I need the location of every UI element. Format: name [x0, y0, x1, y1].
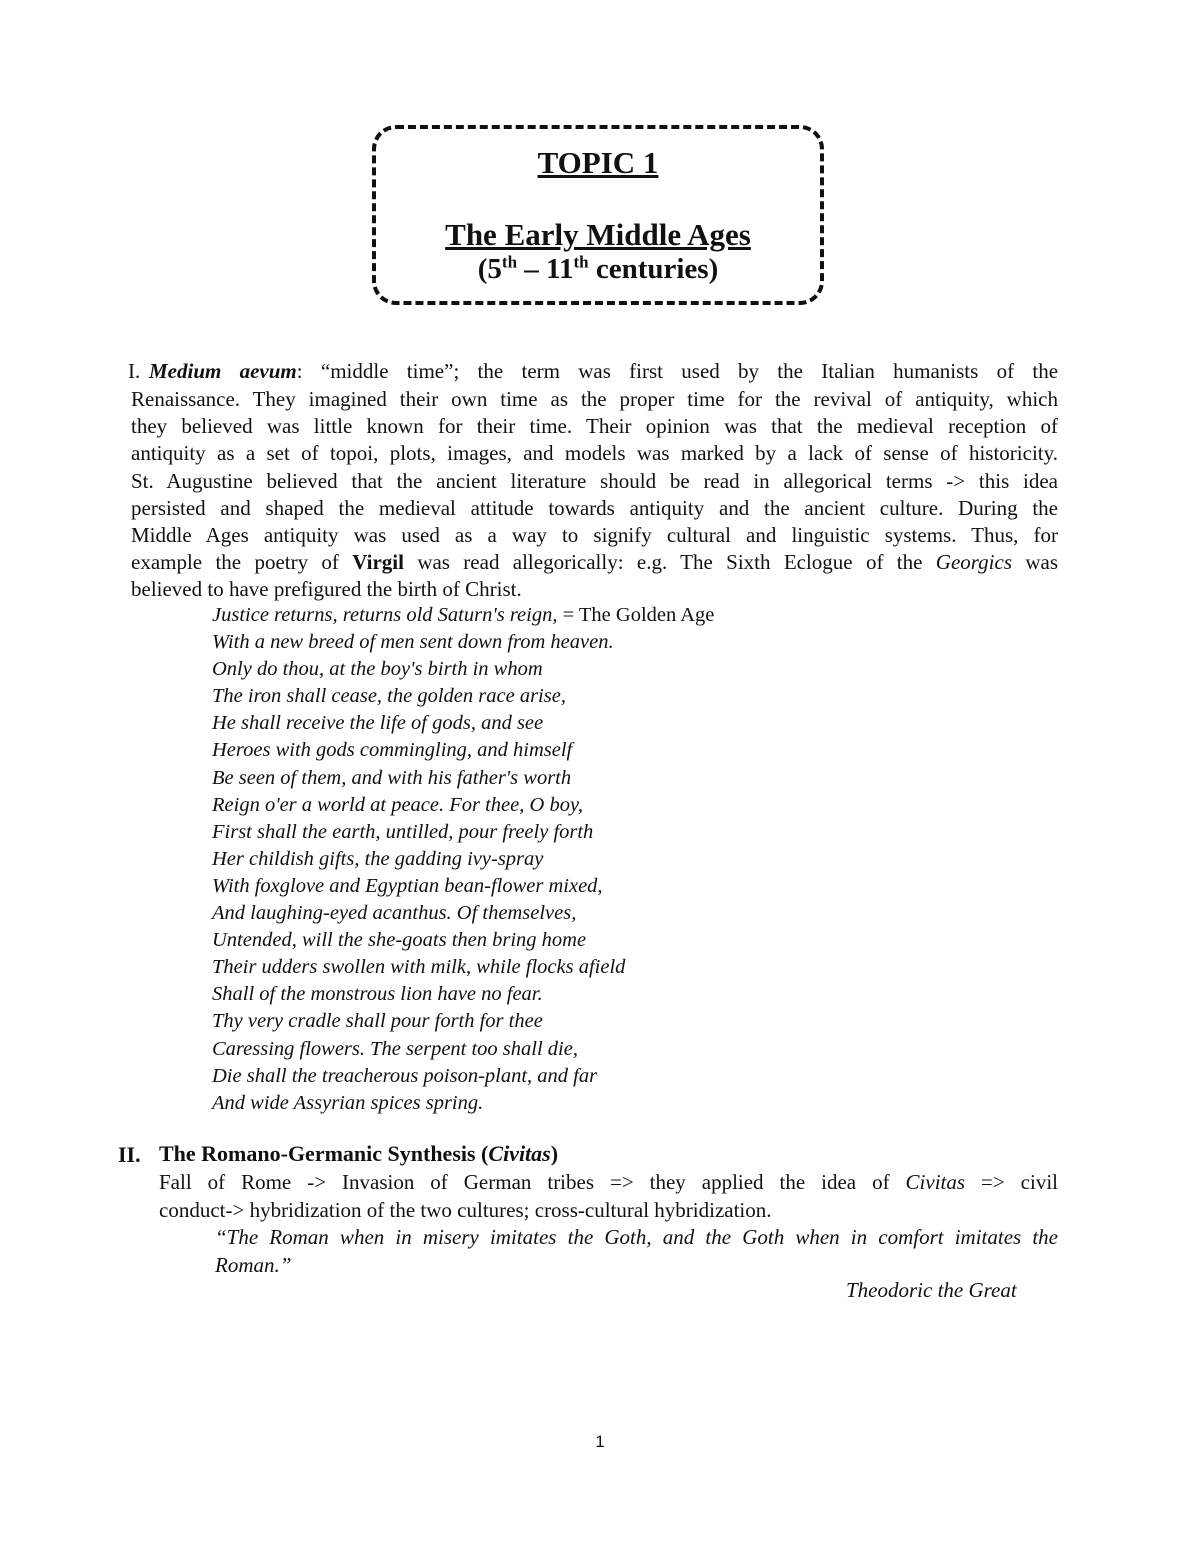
- section-2-heading-close: ): [550, 1141, 559, 1166]
- poem-line: Heroes with gods commingling, and himself: [212, 739, 573, 762]
- section-1-line-2: Renaissance. They imagined their own time as the proper time for the revival of antiquity, which: [131, 387, 1058, 411]
- poem-line: Reign o'er a world at peace. For thee, O boy,: [212, 793, 584, 816]
- poem-line: And laughing-eyed acanthus. Of themselves,: [212, 902, 577, 925]
- line-8-pre: example the poetry of: [131, 550, 353, 575]
- section-1-line-1: : “middle time”; the term was first used by the Italian humanists of the: [296, 359, 1059, 383]
- poem-line: With foxglove and Egyptian bean-flower mixed,: [212, 874, 603, 897]
- poem-line: And wide Assyrian spices spring.: [212, 1091, 484, 1114]
- section-1-number: I.: [128, 359, 141, 383]
- poem-line: Their udders swollen with milk, while flocks afield: [212, 956, 626, 979]
- golden-age-gloss: = The Golden Age: [557, 604, 715, 626]
- georgics-title: Georgics: [935, 550, 1012, 575]
- section-1-paragraph: [131, 386, 1058, 604]
- section-2-body: [159, 1168, 1058, 1224]
- title-box: [372, 125, 824, 305]
- section-1-first-line: [149, 358, 1058, 385]
- poem-line: First shall the earth, untilled, pour freely forth: [212, 820, 594, 843]
- section-1-line-7: Middle Ages antiquity was used as a way to signify cultural and linguistic systems. Thus, for: [131, 523, 1058, 548]
- term-medium-aevum: Medium aevum: [149, 359, 297, 383]
- quote-line-1: “The Roman when in misery imitates the Goth, and the Goth when in comfort imitates the: [215, 1225, 1058, 1249]
- poem-line: Shall of the monstrous lion have no fear.: [212, 983, 543, 1006]
- section-1-line-3: they believed was little known for their time. Their opinion was that the medieval reception of: [131, 414, 1058, 439]
- civitas-heading-term: Civitas: [488, 1141, 551, 1166]
- poem-line: He shall receive the life of gods, and see: [212, 712, 544, 735]
- page-number: 1: [595, 1432, 605, 1451]
- section-2-heading-text: The Romano-Germanic Synthesis (: [159, 1141, 489, 1166]
- section-2-number: II.: [118, 1142, 141, 1167]
- poem-line: Untended, will the she-goats then bring home: [212, 929, 587, 952]
- poem-line: With a new breed of men sent down from heaven.: [212, 631, 614, 654]
- virgil-name: Virgil: [352, 550, 404, 575]
- superscript-th-1: th: [501, 252, 518, 272]
- theodoric-quote: [215, 1223, 1058, 1279]
- line-8-mid: was read allegorically: e.g. The Sixth Eclogue of the: [403, 550, 936, 575]
- centuries-mid: – 11: [517, 253, 574, 285]
- poem-line: Die shall the treacherous poison-plant, and far: [212, 1064, 598, 1087]
- section-2-line-1-post: => civil: [965, 1170, 1059, 1194]
- poem-line: The iron shall cease, the golden race arise,: [212, 685, 566, 708]
- section-1-line-8: [131, 549, 1058, 576]
- poem-line: Only do thou, at the boy's birth in whom: [212, 658, 543, 681]
- centuries-close: centuries): [588, 253, 719, 285]
- poem-line-1: [212, 602, 714, 629]
- poem-line: Be seen of them, and with his father's worth: [212, 766, 572, 789]
- quote-line-2: Roman.”: [215, 1253, 292, 1277]
- document-title: The Early Middle Ages: [445, 217, 751, 252]
- section-2-heading: [159, 1141, 558, 1167]
- line-8-post: was: [1012, 550, 1058, 575]
- poem-line: Caressing flowers. The serpent too shall die,: [212, 1037, 578, 1060]
- quote-author: Theodoric the Great: [846, 1278, 1017, 1302]
- civitas-term: Civitas: [905, 1170, 966, 1194]
- poem-first-line-text: Justice returns, returns old Saturn's reign,: [212, 604, 558, 626]
- poem-line: Her childish gifts, the gadding ivy-spray: [212, 847, 544, 870]
- topic-heading: TOPIC 1: [537, 145, 659, 180]
- poem-line: Thy very cradle shall pour forth for thee: [212, 1010, 543, 1033]
- section-2-line-1-pre: Fall of Rome -> Invasion of German tribes => they applied the idea of: [159, 1170, 906, 1194]
- section-1-line-5: St. Augustine believed that the ancient literature should be read in allegorical terms -> this idea: [131, 468, 1058, 493]
- virgil-poem: [212, 602, 714, 1117]
- centuries-subtitle: [376, 253, 820, 286]
- section-1-line-9: believed to have prefigured the birth of Christ.: [131, 577, 522, 602]
- superscript-th-2: th: [573, 252, 589, 272]
- section-2-line-1: [159, 1168, 1058, 1196]
- section-2-line-2: conduct-> hybridization of the two cultures; cross-cultural hybridization.: [159, 1198, 772, 1222]
- section-1-line-6: persisted and shaped the medieval attitude towards antiquity and the ancient culture. During the: [131, 495, 1058, 520]
- section-1-line-4: antiquity as a set of topoi, plots, images, and models was marked by a lack of sense of historicity.: [131, 441, 1058, 466]
- centuries-open: (5: [477, 253, 502, 285]
